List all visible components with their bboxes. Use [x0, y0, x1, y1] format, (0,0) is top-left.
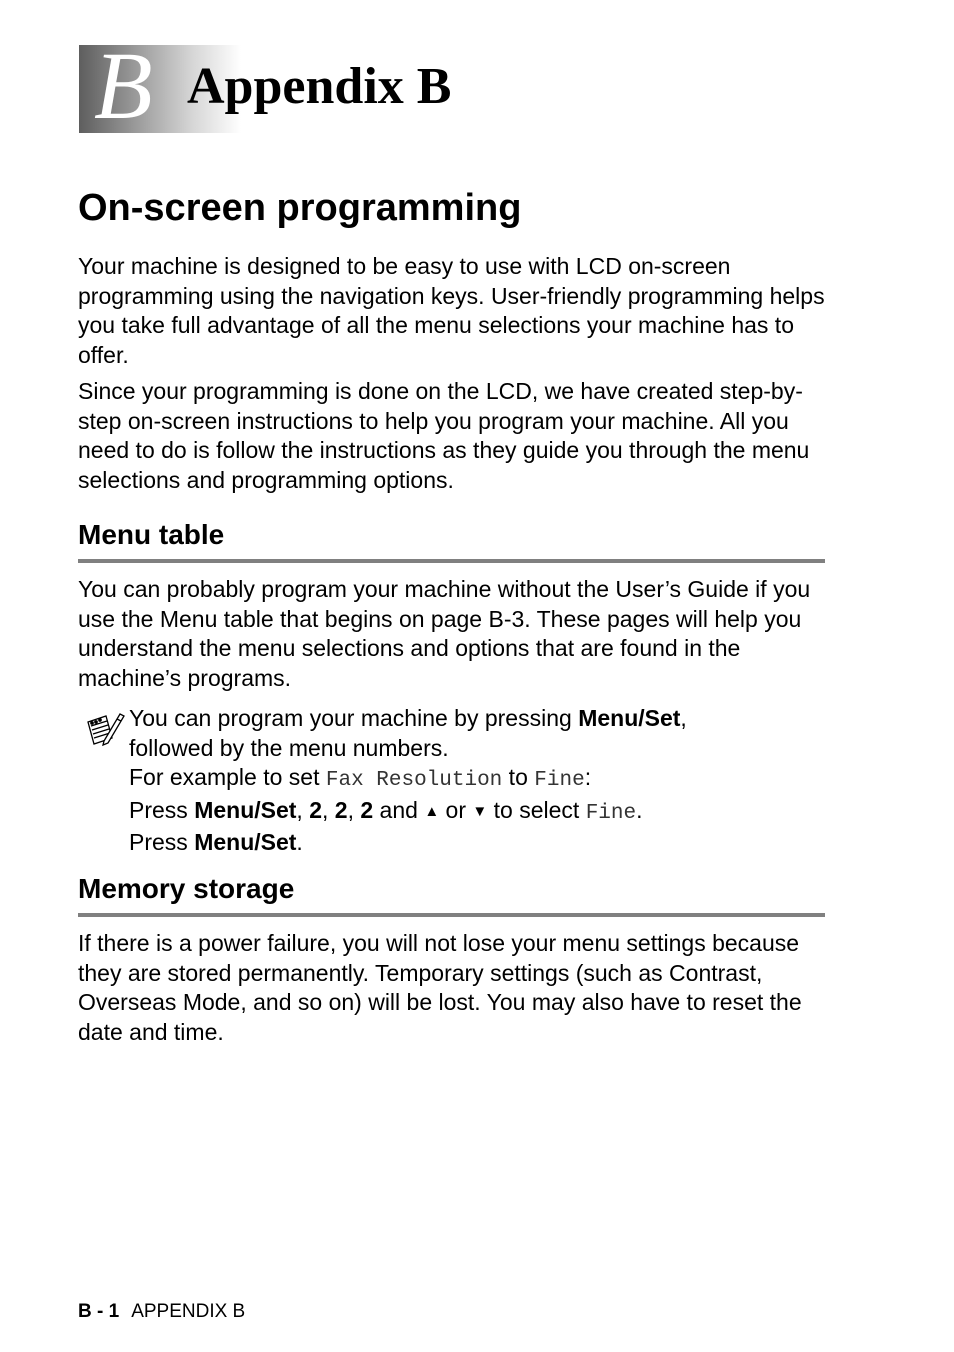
menu-table-paragraph: You can probably program your machine without the User’s Guide if you use the Menu table that begins on page B-3. These pages will help you understand the menu selections and options that are found in the machine’s programs.: [78, 576, 811, 691]
lcd-text-fax-resolution: Fax Resolution: [325, 769, 503, 792]
intro-paragraph-1: Your machine is designed to be easy to use with LCD on-screen programming using the navigation keys. User-friendly programming helps you take full advantage of all the menu selections your machine has to offer.: [78, 253, 825, 368]
page-number: B - 1: [78, 1301, 120, 1322]
note-line-5: Press Menu/Set.: [129, 829, 303, 855]
note-line-3: For example to set Fax Resolution to Fine:: [129, 764, 592, 792]
lcd-text-fine: Fine: [534, 769, 585, 792]
menu-table-rule: [78, 559, 825, 563]
page-footer: [78, 1300, 245, 1324]
chapter-title: Appendix B: [187, 58, 452, 115]
key-2-label: 2: [334, 796, 348, 823]
note-line-4: Press Menu/Set, 2, 2, 2 and ▲ or ▼ to select Fine.: [129, 796, 643, 825]
lcd-text-fine: Fine: [585, 801, 637, 825]
intro-paragraph-2: Since your programming is done on the LCD, we have created step-by-step on-screen instructions to help you program your machine. All you need to do is follow the instructions as they guide you through the menu selections and programming options.: [78, 378, 810, 493]
memory-storage-paragraph: If there is a power failure, you will not lose your menu settings because they are stored permanently. Temporary settings (such as Contrast, Overseas Mode, and so on) will be lost. You may also have to reset the date and time.: [78, 930, 802, 1045]
menu-table-heading: Menu table: [78, 519, 225, 550]
key-2-label: 2: [309, 796, 322, 823]
note-box: [129, 704, 829, 858]
menu-set-key-label: Menu/Set: [578, 705, 681, 731]
down-arrow-icon: ▼: [472, 802, 488, 820]
memory-storage-heading: Memory storage: [78, 873, 295, 904]
menu-set-key-label: Menu/Set: [194, 796, 297, 823]
memory-storage-rule: [78, 913, 825, 917]
note-pencil-icon: [84, 708, 126, 750]
key-2-label: 2: [360, 796, 374, 823]
chapter-letter: B: [94, 32, 153, 139]
note-line-2: followed by the menu numbers.: [129, 734, 449, 761]
note-line-1: You can program your machine by pressing Menu/Set,: [129, 705, 687, 731]
footer-label: APPENDIX B: [131, 1301, 246, 1322]
section-title: On-screen programming: [78, 187, 522, 229]
menu-set-key-label: Menu/Set: [194, 829, 297, 855]
up-arrow-icon: ▲: [424, 802, 440, 820]
